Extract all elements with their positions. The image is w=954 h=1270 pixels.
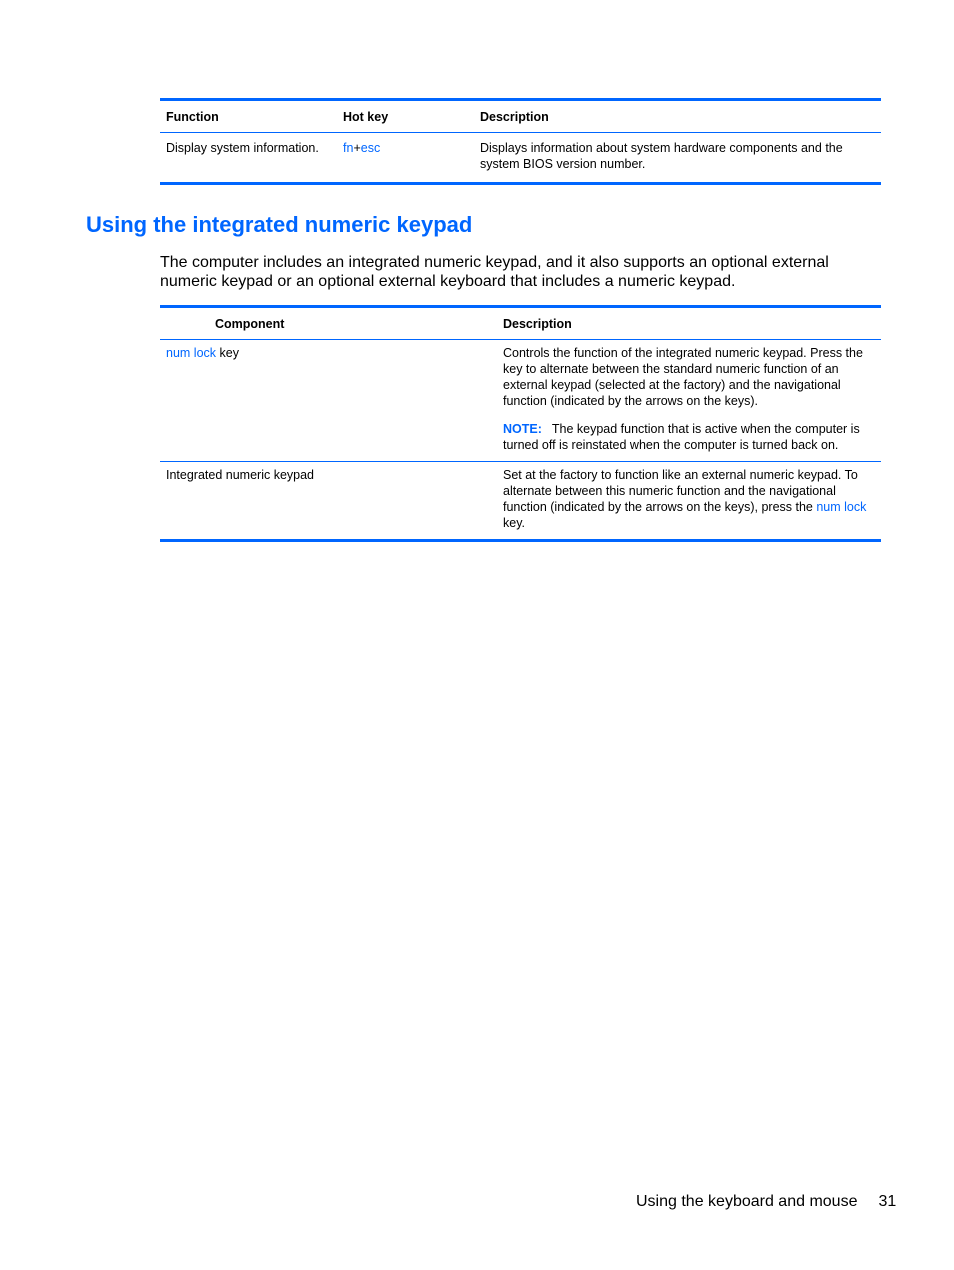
section-heading: Using the integrated numeric keypad bbox=[86, 212, 473, 237]
note-text: The keypad function that is active when the computer is turned off is reinstated when the computer is turned back on. bbox=[503, 422, 860, 452]
description-prefix: Set at the factory to function like an external numeric keypad. To alternate between this numeric function and the navigational function (indicated by the arrows on the keys), press the bbox=[503, 468, 858, 514]
table-row bbox=[160, 340, 881, 462]
component-suffix: key bbox=[216, 346, 239, 360]
key-fn: fn bbox=[343, 141, 354, 155]
column-header-component: Component bbox=[160, 307, 497, 340]
description-text: Controls the function of the integrated numeric keypad. Press the key to alternate between the standard numeric function of an external keypad (selected at the factory) and the navigational function (indicated by the arrows on the keys). bbox=[503, 346, 863, 408]
key-esc: esc bbox=[360, 141, 381, 155]
note-label: NOTE: bbox=[503, 422, 542, 436]
cell-function: Display system information. bbox=[166, 141, 319, 155]
page-footer bbox=[636, 1192, 896, 1212]
num-lock-key-label: num lock bbox=[816, 500, 867, 514]
table-row bbox=[160, 133, 881, 184]
column-header-hotkey: Hot key bbox=[337, 100, 474, 133]
num-lock-key-label: num lock bbox=[166, 346, 217, 360]
cell-description bbox=[497, 462, 881, 541]
component-table bbox=[160, 305, 881, 542]
intro-paragraph: The computer includes an integrated numeric keypad, and it also supports an optional external numeric keypad or an optional external keyboard that includes a numeric keypad. bbox=[160, 254, 829, 290]
page-number: 31 bbox=[878, 1193, 897, 1210]
footer-title: Using the keyboard and mouse bbox=[636, 1193, 858, 1210]
table-header-row bbox=[160, 100, 881, 133]
table-row bbox=[160, 462, 881, 541]
table-header-row bbox=[160, 307, 881, 340]
cell-hotkey bbox=[337, 133, 474, 184]
hotkey-table bbox=[160, 98, 881, 185]
cell-description: Displays information about system hardware components and the system BIOS version number. bbox=[480, 141, 843, 171]
column-header-description: Description bbox=[497, 307, 881, 340]
key-plus: + bbox=[353, 141, 361, 155]
cell-component bbox=[160, 340, 497, 462]
column-header-function: Function bbox=[160, 100, 337, 133]
cell-component: Integrated numeric keypad bbox=[166, 468, 315, 482]
note bbox=[503, 421, 875, 453]
column-header-description: Description bbox=[474, 100, 881, 133]
description-suffix: key. bbox=[503, 516, 525, 530]
cell-description bbox=[497, 340, 881, 462]
